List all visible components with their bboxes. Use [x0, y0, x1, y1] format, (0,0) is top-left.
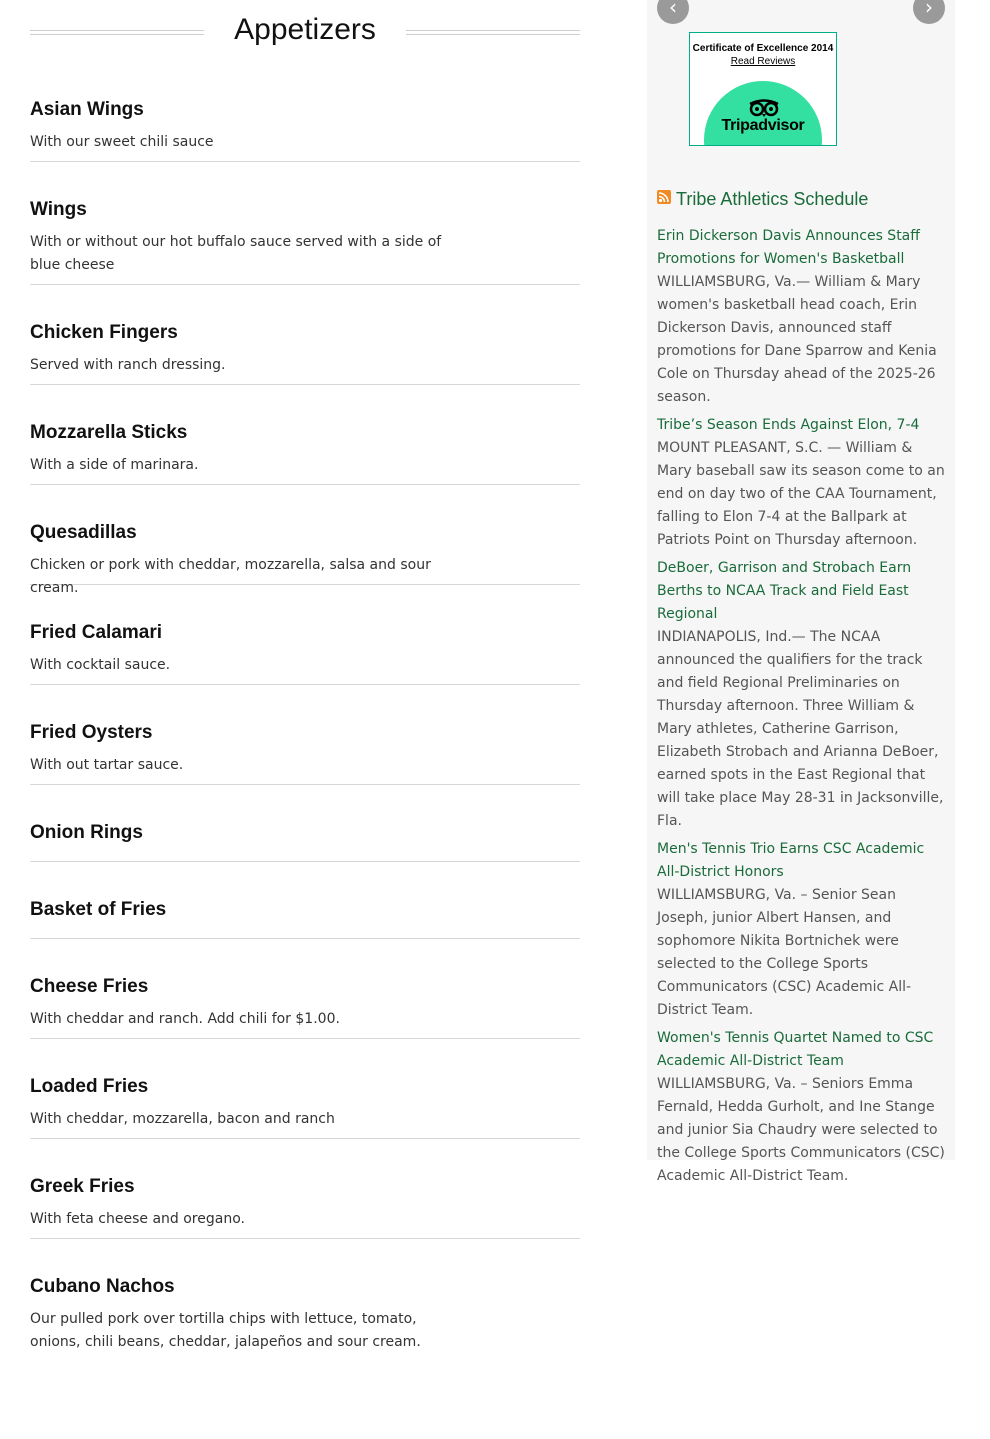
- menu-item-description: With or without our hot buffalo sauce served with a side of blue cheese: [30, 234, 442, 273]
- menu-item-name: Wings: [30, 199, 87, 220]
- feed-entry: [657, 414, 947, 552]
- feed-entry-body: WILLIAMSBURG, Va. – Senior Sean Joseph, junior Albert Hansen, and sophomore Nikita Bortnichek were selected to the College Sports Communicators (CSC) Academic All-District Team.: [657, 887, 912, 1018]
- appetizers-menu: [30, 0, 580, 1439]
- menu-item: [30, 162, 580, 285]
- menu-item: [30, 285, 580, 385]
- feed-entry-title[interactable]: Men's Tennis Trio Earns CSC Academic All-District Honors: [657, 841, 925, 880]
- menu-item-description: With cheddar, mozzarella, bacon and ranch: [30, 1111, 335, 1127]
- menu-item-name: Basket of Fries: [30, 899, 167, 920]
- owl-icon: [747, 97, 781, 117]
- tripadvisor-brand: Tripadvisor: [721, 117, 805, 134]
- certificate-text: Certificate of Excellence 2014: [692, 43, 834, 54]
- feed-title-text[interactable]: Tribe Athletics Schedule: [676, 189, 869, 209]
- menu-item-name: Loaded Fries: [30, 1076, 149, 1097]
- feed-entry-title[interactable]: DeBoer, Garrison and Strobach Earn Berths to NCAA Track and Field East Regional: [657, 560, 912, 622]
- menu-item-description: With cocktail sauce.: [30, 657, 171, 673]
- feed-entry: [657, 557, 947, 833]
- menu-item: [30, 1039, 580, 1139]
- menu-item-name: Cubano Nachos: [30, 1276, 175, 1297]
- menu-item: [30, 1239, 580, 1439]
- menu-item-description: With out tartar sauce.: [30, 757, 184, 773]
- menu-item: [30, 939, 580, 1039]
- rss-icon: [657, 190, 671, 204]
- feed-entry: [657, 225, 947, 409]
- section-title: Appetizers: [234, 13, 376, 46]
- menu-item: [30, 385, 580, 485]
- menu-item-name: Chicken Fingers: [30, 322, 178, 343]
- menu-item-description: With feta cheese and oregano.: [30, 1211, 245, 1227]
- menu-item-name: Greek Fries: [30, 1176, 135, 1197]
- menu-item-name: Cheese Fries: [30, 976, 149, 997]
- feed-title: [657, 188, 947, 210]
- menu-item-name: Asian Wings: [30, 99, 144, 120]
- carousel-next-button[interactable]: [913, 0, 945, 24]
- feed-entry-title[interactable]: Women's Tennis Quartet Named to CSC Academic All-District Team: [657, 1030, 934, 1069]
- menu-item-name: Mozzarella Sticks: [30, 422, 188, 443]
- menu-item-description: Our pulled pork over tortilla chips with lettuce, tomato, onions, chili beans, cheddar, jalapeños and sour cream.: [30, 1311, 421, 1350]
- menu-item-name: Fried Oysters: [30, 722, 153, 743]
- menu-item: [30, 585, 580, 685]
- menu-item-description: Served with ranch dressing.: [30, 357, 226, 373]
- feed-entry-body: WILLIAMSBURG, Va. – Seniors Emma Fernald, Hedda Gurholt, and Ine Stange and junior Sia Chaudry were selected to the College Sports Communicators (CSC) Academic All-District Team.: [657, 1076, 945, 1184]
- feed-entry-body: WILLIAMSBURG, Va.— William & Mary women's basketball head coach, Erin Dickerson Davis, announced staff promotions for Dane Sparrow and Kenia Cole on Thursday ahead of the 2025-26 season.: [657, 274, 937, 405]
- tripadvisor-badge[interactable]: [689, 32, 837, 146]
- news-feed: [657, 225, 947, 1193]
- sidebar: [647, 0, 955, 1184]
- feed-entry-body: MOUNT PLEASANT, S.C. — William & Mary baseball saw its season come to an end on day two of the CAA Tournament, falling to Elon 7-4 at the Ballpark at Patriots Point on Thursday afternoon.: [657, 440, 945, 548]
- feed-entry: [657, 838, 947, 1022]
- feed-entry: [657, 1027, 947, 1188]
- header-rule-right: [406, 30, 580, 35]
- menu-item: [30, 785, 580, 862]
- read-reviews-link[interactable]: Read Reviews: [730, 56, 796, 67]
- menu-item-description: With cheddar and ranch. Add chili for $1.00.: [30, 1011, 340, 1027]
- section-header: [30, 0, 580, 62]
- menu-item-name: Onion Rings: [30, 822, 143, 843]
- menu-item: [30, 1139, 580, 1239]
- menu-item: [30, 62, 580, 162]
- menu-item-description: Chicken or pork with cheddar, mozzarella, salsa and sour cream.: [30, 557, 431, 596]
- chevron-left-icon: ‹: [669, 0, 677, 19]
- feed-entry-body: INDIANAPOLIS, Ind.— The NCAA announced the qualifiers for the track and field Regional Preliminaries on Thursday afternoon. Three William & Mary athletes, Catherine Garrison, Elizabeth Strobach and Arianna DeBoer, earned spots in the East Regional that will take place May 28-31 in Jacksonville, Fla.: [657, 629, 944, 829]
- menu-item: [30, 862, 580, 939]
- menu-item: [30, 485, 580, 596]
- feed-entry-title[interactable]: Tribe’s Season Ends Against Elon, 7-4: [657, 417, 920, 433]
- menu-item-description: With our sweet chili sauce: [30, 134, 214, 150]
- menu-item: [30, 685, 580, 785]
- feed-entry-title[interactable]: Erin Dickerson Davis Announces Staff Promotions for Women's Basketball: [657, 228, 920, 267]
- menu-item-name: Fried Calamari: [30, 622, 162, 643]
- menu-item-description: With a side of marinara.: [30, 457, 199, 473]
- carousel-prev-button[interactable]: [657, 0, 689, 24]
- chevron-right-icon: ›: [925, 0, 933, 19]
- menu-item-name: Quesadillas: [30, 522, 137, 543]
